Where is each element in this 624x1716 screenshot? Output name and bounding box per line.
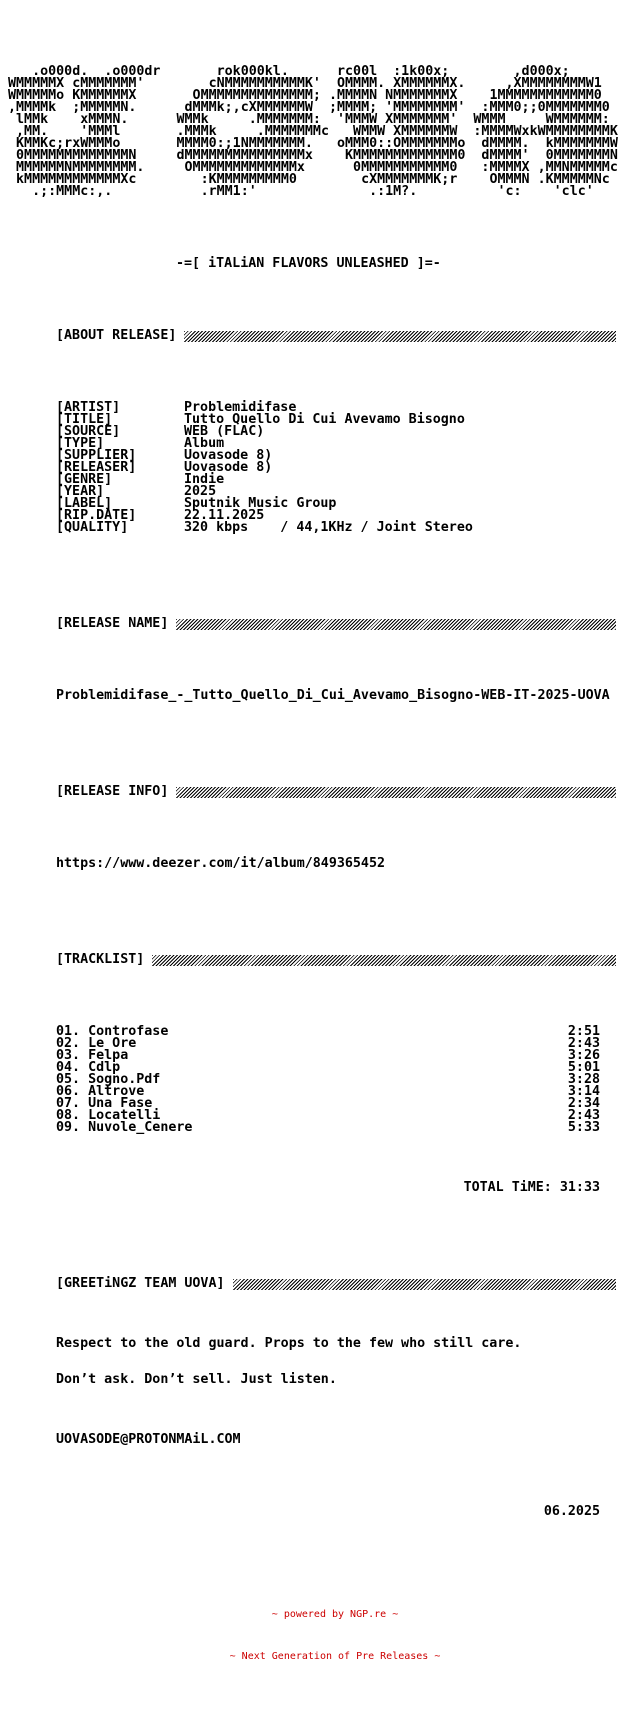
- track-row: [56, 1110, 600, 1122]
- track-time: 3:28: [567, 1072, 600, 1087]
- track-time: 2:34: [567, 1096, 600, 1111]
- track-number-and-title: 09. Nuvole_Cenere: [56, 1120, 193, 1135]
- track-number-and-title: 04. Cdlp: [56, 1060, 121, 1075]
- info-row: [56, 426, 624, 438]
- release-name-text: Problemidifase_-_Tutto_Quello_Di_Cui_Avevamo_Bisogno-WEB-IT-2025-UOVA: [56, 688, 610, 703]
- ascii-art-line: .;:MMMc:,. .rMM1:' .:1M?. 'c: 'clc': [8, 184, 594, 199]
- info-value: Sputnik Music Group: [184, 496, 337, 511]
- section-label-release-name: [RELEASE NAME]: [56, 616, 169, 631]
- track-time: 3:14: [567, 1084, 600, 1099]
- track-time: 5:33: [567, 1120, 600, 1135]
- track-time: 5:01: [567, 1060, 600, 1075]
- info-value: Indie: [184, 472, 225, 487]
- ascii-art-line: ,MMMMk ;MMMMMN. dMMMk;,cXMMMMMMW ;MMMM; 'MMMMMMMM' :MMM0;;0MMMMMMM0: [8, 100, 610, 115]
- info-label: [RELEASER]: [56, 460, 137, 475]
- info-label: [TITLE]: [56, 412, 113, 427]
- track-row: [56, 1050, 600, 1062]
- info-label: [TYPE]: [56, 436, 105, 451]
- info-label: [SOURCE]: [56, 424, 121, 439]
- total-time-line: [56, 1182, 600, 1194]
- track-number-and-title: 06. Altrove: [56, 1084, 145, 1099]
- total-time-value: 31:33: [559, 1180, 600, 1195]
- track-row: [56, 1098, 600, 1110]
- ascii-art-line: .o000d. .o000dr rok000kl. rc00l :1k00x; ,d000x;: [8, 64, 570, 79]
- info-value: Uovasode 8): [184, 448, 273, 463]
- ascii-art-line: 0MMMMMMMMMMMMMN dMMMMMMMMMMMMMMMx KMMMMMMMMMMMMM0 dMMMM' 0MMMMMMMN: [8, 148, 618, 163]
- track-time: 2:43: [567, 1036, 600, 1051]
- info-value: Album: [184, 436, 225, 451]
- tracklist: [8, 1026, 624, 1134]
- track-row: [56, 1122, 600, 1134]
- section-label-tracklist: [TRACKLIST]: [56, 952, 145, 967]
- shade-bar: [184, 331, 616, 342]
- track-number-and-title: 01. Controfase: [56, 1024, 169, 1039]
- section-header-release-name: [56, 618, 616, 630]
- info-label: [YEAR]: [56, 484, 105, 499]
- release-date: 06.2025: [543, 1504, 600, 1519]
- track-number-and-title: 02. Le Ore: [56, 1036, 137, 1051]
- info-label: [ARTIST]: [56, 400, 121, 415]
- section-header-release-info: [56, 786, 616, 798]
- track-number-and-title: 03. Felpa: [56, 1048, 129, 1063]
- track-number-and-title: 08. Locatelli: [56, 1108, 161, 1123]
- release-url: https://www.deezer.com/it/album/849365452: [56, 856, 385, 871]
- info-value: Tutto Quello Di Cui Avevamo Bisogno: [184, 412, 465, 427]
- ascii-art-line: WMMMMMX cMMMMMMM' cNMMMMMMMMMMK' OMMMM. XMMMMMMX. ,XMMMMMMMMW1: [8, 76, 602, 91]
- track-time: 2:43: [567, 1108, 600, 1123]
- shade-bar: [176, 619, 616, 630]
- info-value: WEB (FLAC): [184, 424, 265, 439]
- info-value: 2025: [184, 484, 217, 499]
- track-number-and-title: 05. Sogno.Pdf: [56, 1072, 161, 1087]
- info-row: [56, 474, 624, 486]
- contact-email: UOVASODE@PROTONMAiL.COM: [56, 1432, 241, 1447]
- info-row: [56, 414, 624, 426]
- info-value: 22.11.2025: [184, 508, 265, 523]
- info-row: [56, 486, 624, 498]
- section-header-about: [56, 330, 616, 342]
- shade-bar: [233, 1279, 616, 1290]
- info-label: [SUPPLIER]: [56, 448, 137, 463]
- info-value: Problemidifase: [184, 400, 297, 415]
- tagline: -=[ iTALiAN FLAVORS UNLEASHED ]=-: [176, 256, 441, 271]
- ascii-logo-uova: [8, 66, 624, 198]
- info-value: Uovasode 8): [184, 460, 273, 475]
- info-value: 320 kbps / 44,1KHz / Joint Stereo: [184, 520, 473, 535]
- ascii-art-line: WMMMMMo KMMMMMMX OMMMMMMMMMMMMMM; .MMMMN NMMMMMMMX 1MMMMMMMMMMMM0: [8, 88, 602, 103]
- info-label: [GENRE]: [56, 472, 113, 487]
- info-row: [56, 450, 624, 462]
- track-row: [56, 1062, 600, 1074]
- info-row: [56, 438, 624, 450]
- release-details-table: [8, 402, 624, 534]
- greeting-line-1: Respect to the old guard. Props to the few who still care.: [56, 1336, 522, 1351]
- track-time: 3:26: [567, 1048, 600, 1063]
- info-row: [56, 462, 624, 474]
- track-row: [56, 1038, 600, 1050]
- greeting-line-2: Don’t ask. Don’t sell. Just listen.: [56, 1372, 337, 1387]
- shade-bar: [176, 787, 616, 798]
- info-label: [RIP.DATE]: [56, 508, 137, 523]
- ascii-art-line: ,MM. 'MMMl .MMMk .MMMMMMMc WMMW XMMMMMMW :MMMMWxkWMMMMMMMMK: [8, 124, 618, 139]
- track-time: 2:51: [567, 1024, 600, 1039]
- ascii-art-line: MMMMMMNMMMMMMMM. OMMMMMMMMMMMMMx 0MMMMMMMMMMM0 :MMMMX ,MMNMMMMMc: [8, 160, 618, 175]
- section-label-release-info: [RELEASE INFO]: [56, 784, 169, 799]
- section-label-greetings: [GREETiNGZ TEAM UOVA]: [56, 1276, 225, 1291]
- ascii-art-line: kMMMMMMMMMMMMXc :KMMMMMMMMM0 cXMMMMMMMK;r OMMMN .KMMMMMNc: [8, 172, 610, 187]
- section-header-greetings: [56, 1278, 616, 1290]
- track-row: [56, 1074, 600, 1086]
- footer-powered-by: ~ powered by NGP.re ~: [271, 1609, 399, 1620]
- section-label-about: [ABOUT RELEASE]: [56, 328, 177, 343]
- info-label: [LABEL]: [56, 496, 113, 511]
- info-row: [56, 522, 624, 534]
- info-row: [56, 498, 624, 510]
- ascii-art-line: KMMKc;rxWMMMo MMMM0:;1NMMMMMMM. oMMM0::OMMMMMMMo dMMMM. kMMMMMMMW: [8, 136, 618, 151]
- footer: [38, 1580, 624, 1692]
- footer-tagline: ~ Next Generation of Pre Releases ~: [229, 1651, 441, 1662]
- section-header-tracklist: [56, 954, 616, 966]
- shade-bar: [152, 955, 616, 966]
- info-label: [QUALITY]: [56, 520, 129, 535]
- ascii-art-line: lMMk xMMMN. WMMk .MMMMMMM: 'MMMW XMMMMMMM' WMMM WMMMMMM:: [8, 112, 610, 127]
- track-row: [56, 1026, 600, 1038]
- track-row: [56, 1086, 600, 1098]
- track-number-and-title: 07. Una Fase: [56, 1096, 153, 1111]
- total-time-label: TOTAL TiME:: [463, 1180, 552, 1195]
